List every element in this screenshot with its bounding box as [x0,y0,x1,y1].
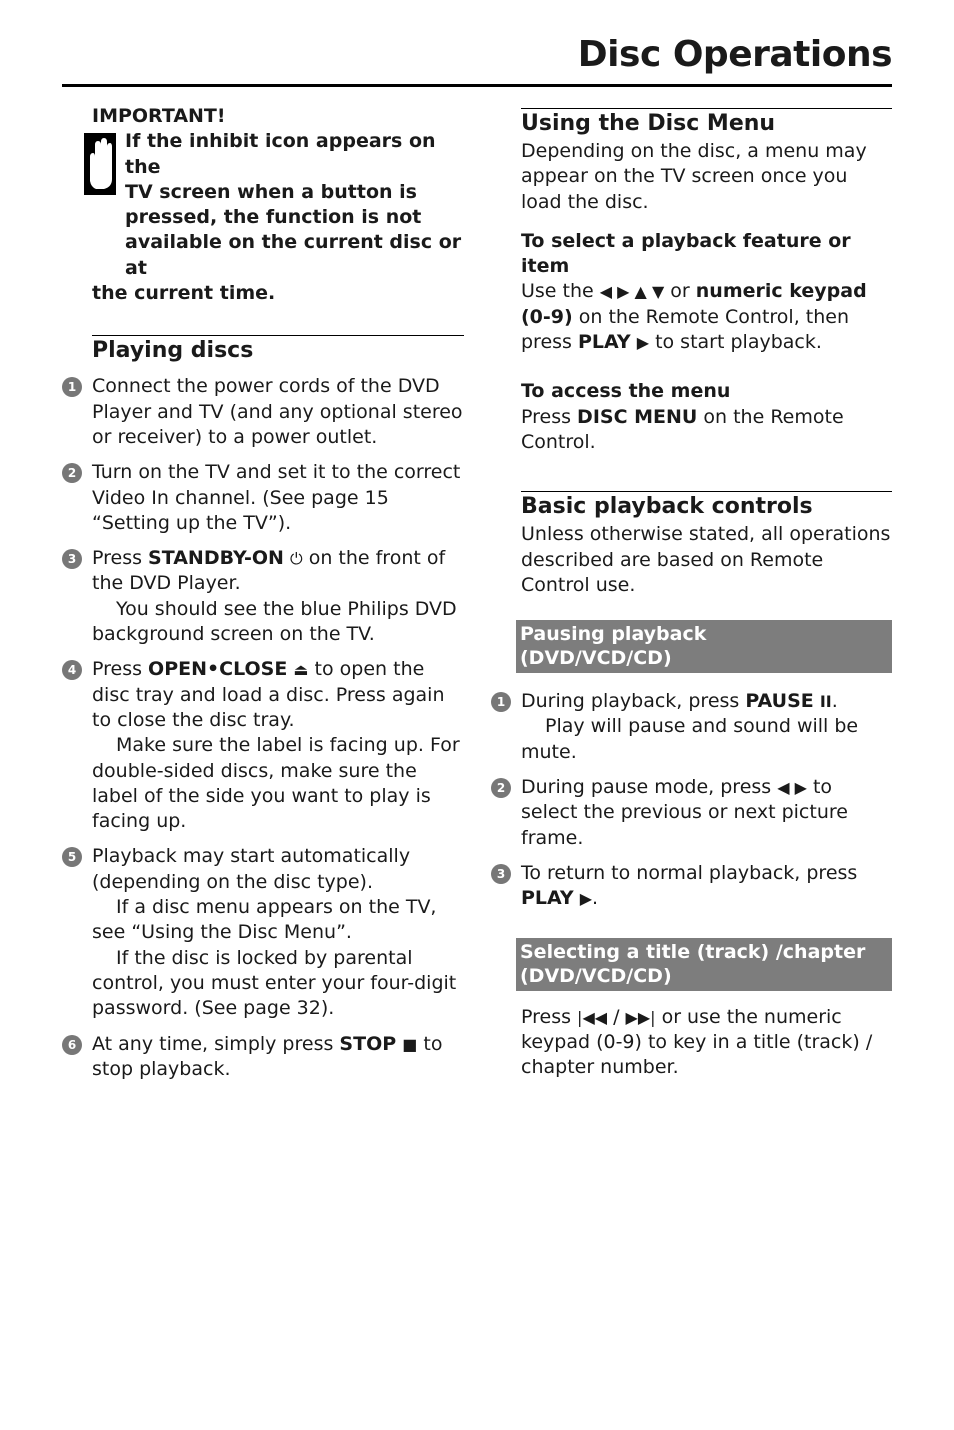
paragraph: Press DISC MENU on the Remote Control. [521,405,844,453]
paragraph: Unless otherwise stated, all operations described are based on Remote Control use. [521,523,891,596]
right-column [496,100,892,1080]
step-number-badge: 6 [62,1035,82,1055]
step-number-badge: 1 [491,692,511,712]
pause-icon: II [819,692,832,712]
important-notice [92,129,464,306]
stop-icon: ■ [402,1034,418,1054]
play-icon: ▶ [579,889,593,909]
button-name: STANDBY-ON [148,547,284,570]
subsection-bar-pausing: Pausing playback (DVD/VCD/CD) [516,620,892,673]
section-heading-disc-menu: Using the Disc Menu [521,111,776,136]
important-line: If the inhibit icon appears on the [125,130,436,178]
step-number-badge: 3 [491,864,511,884]
button-name: PAUSE [745,690,814,713]
step-item [496,861,892,912]
step-number-badge: 1 [62,377,82,397]
button-name: STOP [339,1032,397,1055]
button-name: PLAY [521,887,574,910]
important-label: IMPORTANT! [92,105,226,127]
important-line: the current time. [92,282,276,305]
step-item [67,657,464,834]
step-note: If a disc menu appears on the TV, see “Using the Disc Menu”. [92,896,437,944]
important-line: available on the current disc or at [125,231,462,279]
step-item [496,689,892,765]
step-number-badge: 4 [62,660,82,680]
paragraph: Use the ◀ ▶ ▲ ▼ or numeric keypad (0-9) on the Remote Control, then press PLAY ▶ to start playback. [521,280,867,354]
step-number-badge: 2 [491,778,511,798]
step-note: Make sure the label is facing up. For double-sided discs, make sure the label of the side you want to play is facing up. [92,734,460,833]
subheading: To access the menu [521,380,731,403]
inhibit-hand-icon [84,133,116,195]
page-title: Disc Operations [577,34,892,75]
step-item [496,775,892,851]
power-icon: ⏻ [290,549,303,569]
title-rule [62,84,892,87]
step-item [67,844,464,1021]
step-text: Press OPEN•CLOSE ⏏ to open the disc tray and load a disc. Press again to close the disc tray. [92,658,445,731]
step-text: To return to normal playback, press PLAY ▶. [521,861,858,910]
step-note: If the disc is locked by parental control, you must enter your four-digit password. (See page 32). [92,946,457,1020]
step-number-badge: 2 [62,463,82,483]
step-text: Playback may start automatically (depending on the disc type). [92,845,411,893]
step-text: During playback, press PAUSE II. [521,690,838,713]
section-heading-basic-playback: Basic playback controls [521,494,813,520]
arrow-keys-icon: ◀ ▶ ▲ ▼ [599,282,665,302]
step-item [67,460,464,536]
eject-icon: ⏏ [293,660,309,680]
step-item [67,374,464,450]
step-text: During pause mode, press ◀ ▶ to select the previous or next picture frame. [521,776,848,849]
step-note: You should see the blue Philips DVD background screen on the TV. [92,597,457,646]
important-line: pressed, the function is not [125,206,422,229]
step-text: Press STANDBY-ON ⏻ on the front of the DVD Player. [92,547,446,595]
step-text: Connect the power cords of the DVD Player and TV (and any optional stereo or receiver) to a power outlet. [92,375,463,448]
subsection-bar-selecting: Selecting a title (track) /chapter (DVD/VCD/CD) [516,938,892,991]
left-column [67,100,464,1082]
left-right-arrows-icon: ◀ ▶ [777,778,807,798]
step-note: Play will pause and sound will be mute. [521,715,859,763]
step-number-badge: 3 [62,549,82,569]
paragraph: Depending on the disc, a menu may appear on the TV screen once you load the disc. [521,140,867,213]
step-item [67,1032,464,1083]
next-icon: ▶▶| [625,1007,656,1027]
button-name: DISC MENU [577,405,698,428]
paragraph: Press |◀◀ / ▶▶| or use the numeric keypad (0-9) to key in a title (track) / chapter number. [521,1005,873,1079]
play-icon: ▶ [636,333,650,353]
step-item [67,546,464,647]
previous-icon: |◀◀ [577,1007,608,1027]
section-heading-playing-discs: Playing discs [92,338,254,364]
step-text: At any time, simply press STOP ■ to stop playback. [92,1032,443,1080]
step-text: Turn on the TV and set it to the correct Video In channel. (See page 15 “Setting up the TV”). [92,461,461,534]
subheading: To select a playback feature or item [521,229,851,278]
button-name: OPEN•CLOSE [148,658,288,681]
step-number-badge: 5 [62,847,82,867]
important-line: TV screen when a button is [125,180,417,203]
button-name: PLAY [577,331,631,354]
